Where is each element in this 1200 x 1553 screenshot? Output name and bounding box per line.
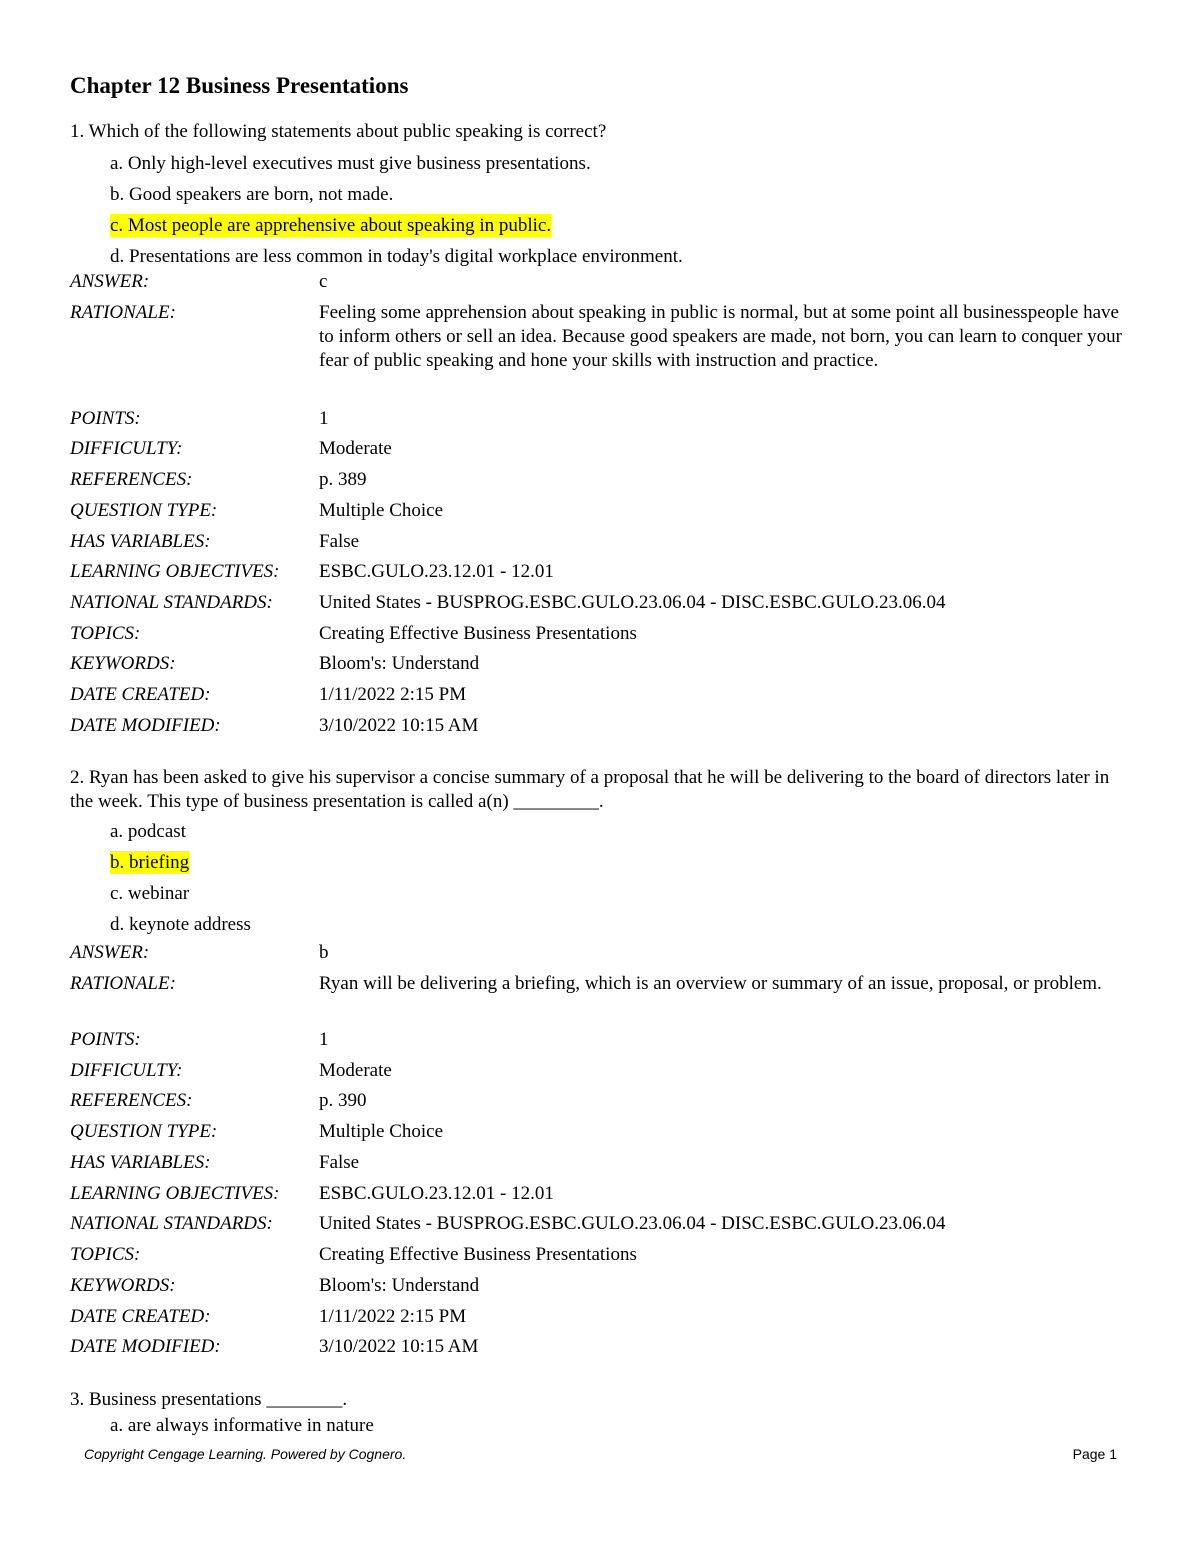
learning-objectives-label: LEARNING OBJECTIVES:	[70, 1183, 280, 1204]
date-created-label: DATE CREATED:	[70, 1306, 211, 1327]
difficulty-value: Moderate	[319, 1060, 392, 1081]
points-row	[70, 1028, 1130, 1059]
keywords-row	[70, 652, 1130, 683]
rationale-label: RATIONALE:	[70, 302, 176, 323]
question-1	[70, 120, 1130, 272]
date-created-row	[70, 683, 1130, 714]
points-value: 1	[319, 408, 329, 429]
points-value: 1	[319, 1029, 329, 1050]
topics-label: TOPICS:	[70, 623, 141, 644]
has-variables-label: HAS VARIABLES:	[70, 1152, 211, 1173]
answer-row	[70, 270, 1130, 301]
option-b: b. Good speakers are born, not made.	[110, 184, 394, 205]
page-footer	[84, 1446, 1117, 1462]
question-stem: 1. Which of the following statements about public speaking is correct?	[70, 121, 607, 142]
points-label: POINTS:	[70, 1029, 141, 1050]
date-modified-row	[70, 714, 1130, 745]
question-type-label: QUESTION TYPE:	[70, 1121, 218, 1142]
option-d: d. keynote address	[110, 914, 251, 935]
references-label: REFERENCES:	[70, 1090, 193, 1111]
page-title: Chapter 12 Business Presentations	[70, 73, 409, 98]
topics-label: TOPICS:	[70, 1244, 141, 1265]
copyright-text: Copyright Cengage Learning. Powered by Cognero.	[84, 1446, 407, 1462]
learning-objectives-label: LEARNING OBJECTIVES:	[70, 561, 280, 582]
keywords-value: Bloom's: Understand	[319, 653, 480, 674]
date-modified-label: DATE MODIFIED:	[70, 1336, 221, 1357]
rationale-label: RATIONALE:	[70, 973, 176, 994]
answer-label: ANSWER:	[70, 942, 150, 963]
rationale-value: Ryan will be delivering a briefing, which is an overview or summary of an issue, proposal, or problem.	[319, 973, 1102, 994]
question-stem: 3. Business presentations ________.	[70, 1389, 348, 1410]
page-number: Page 1	[1072, 1446, 1117, 1462]
question-1-meta	[70, 270, 1130, 745]
topics-value: Creating Effective Business Presentations	[319, 623, 637, 644]
question-2-meta	[70, 941, 1130, 1366]
points-row	[70, 407, 1130, 437]
date-created-value: 1/11/2022 2:15 PM	[319, 1306, 467, 1327]
learning-objectives-value: ESBC.GULO.23.12.01 - 12.01	[319, 561, 554, 582]
option-c-correct	[70, 210, 1130, 241]
question-2	[70, 766, 1130, 940]
has-variables-label: HAS VARIABLES:	[70, 531, 211, 552]
date-created-row	[70, 1305, 1130, 1335]
difficulty-value: Moderate	[319, 438, 392, 459]
has-variables-row	[70, 1151, 1130, 1182]
date-modified-value: 3/10/2022 10:15 AM	[319, 715, 479, 736]
rationale-row	[70, 972, 1130, 1028]
date-modified-label: DATE MODIFIED:	[70, 715, 221, 736]
question-type-row	[70, 499, 1130, 530]
keywords-label: KEYWORDS:	[70, 1275, 176, 1296]
date-created-value: 1/11/2022 2:15 PM	[319, 684, 467, 705]
question-type-value: Multiple Choice	[319, 1121, 444, 1142]
answer-row	[70, 941, 1130, 972]
learning-objectives-value: ESBC.GULO.23.12.01 - 12.01	[319, 1183, 554, 1204]
references-row	[70, 468, 1130, 499]
topics-row	[70, 622, 1130, 652]
difficulty-row	[70, 437, 1130, 468]
rationale-value: Feeling some apprehension about speaking in public is normal, but at some point all businesspeople have to inform others or sell an idea. Because good speakers are made, not born, you can learn to conquer your fear of public speaking and hone your skills with instruction and practice.	[319, 302, 1123, 371]
answer-value: b	[319, 942, 329, 963]
topics-value: Creating Effective Business Presentations	[319, 1244, 637, 1265]
references-value: p. 390	[319, 1090, 367, 1111]
answer-highlight: c. Most people are apprehensive about speaking in public.	[110, 215, 552, 236]
references-value: p. 389	[319, 469, 367, 490]
date-modified-value: 3/10/2022 10:15 AM	[319, 1336, 479, 1357]
learning-objectives-row	[70, 1182, 1130, 1212]
date-created-label: DATE CREATED:	[70, 684, 211, 705]
references-row	[70, 1089, 1130, 1120]
references-label: REFERENCES:	[70, 469, 193, 490]
keywords-value: Bloom's: Understand	[319, 1275, 480, 1296]
answer-highlight: b. briefing	[110, 852, 190, 873]
date-modified-row	[70, 1335, 1130, 1366]
has-variables-value: False	[319, 1152, 360, 1173]
difficulty-label: DIFFICULTY:	[70, 438, 183, 459]
option-c: c. webinar	[110, 883, 190, 904]
option-d: d. Presentations are less common in today's digital workplace environment.	[110, 246, 683, 267]
keywords-row	[70, 1274, 1130, 1305]
option-a: a. podcast	[110, 821, 186, 842]
difficulty-row	[70, 1059, 1130, 1089]
option-b-correct	[70, 847, 1130, 878]
learning-objectives-row	[70, 560, 1130, 591]
question-stem: 2. Ryan has been asked to give his supervisor a concise summary of a proposal that he will be delivering to the board of directors later in the week. This type of business presentation is called a(n) _________.	[70, 767, 1110, 812]
question-3	[70, 1388, 1130, 1440]
has-variables-value: False	[319, 531, 360, 552]
national-standards-value: United States - BUSPROG.ESBC.GULO.23.06.04 - DISC.ESBC.GULO.23.06.04	[319, 592, 946, 613]
question-type-label: QUESTION TYPE:	[70, 500, 218, 521]
national-standards-value: United States - BUSPROG.ESBC.GULO.23.06.04 - DISC.ESBC.GULO.23.06.04	[319, 1213, 946, 1234]
difficulty-label: DIFFICULTY:	[70, 1060, 183, 1081]
option-a: a. Only high-level executives must give business presentations.	[110, 153, 591, 174]
national-standards-label: NATIONAL STANDARDS:	[70, 1213, 273, 1234]
topics-row	[70, 1243, 1130, 1274]
national-standards-row	[70, 591, 1130, 622]
points-label: POINTS:	[70, 408, 141, 429]
question-type-row	[70, 1120, 1130, 1151]
has-variables-row	[70, 530, 1130, 560]
keywords-label: KEYWORDS:	[70, 653, 176, 674]
answer-value: c	[319, 271, 328, 292]
question-type-value: Multiple Choice	[319, 500, 444, 521]
answer-label: ANSWER:	[70, 271, 150, 292]
national-standards-label: NATIONAL STANDARDS:	[70, 592, 273, 613]
national-standards-row	[70, 1212, 1130, 1243]
rationale-row	[70, 301, 1130, 407]
option-a: a. are always informative in nature	[110, 1415, 374, 1436]
